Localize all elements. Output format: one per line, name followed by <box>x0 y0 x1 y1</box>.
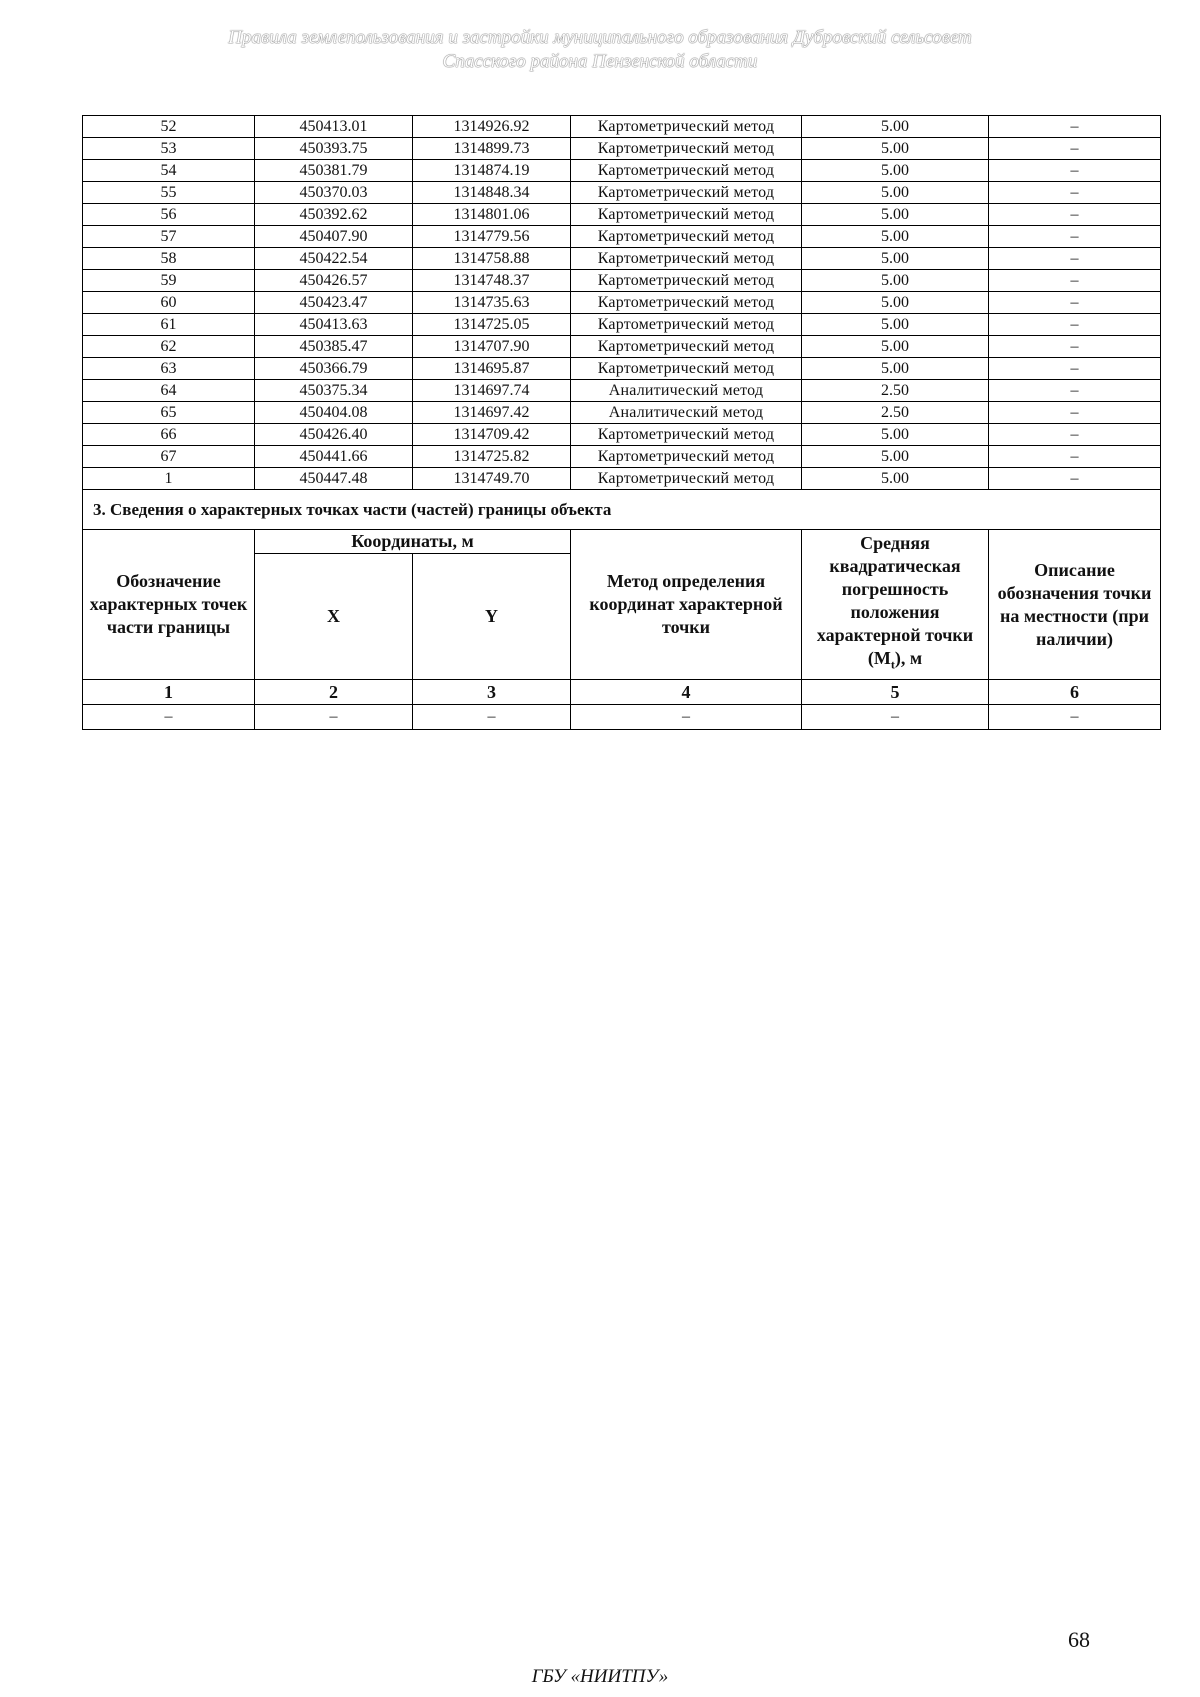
cell-description: – <box>989 160 1161 182</box>
cell-description: – <box>989 402 1161 424</box>
cell-point-number: 63 <box>83 358 255 380</box>
section-3-number-row <box>83 680 1161 705</box>
table-row <box>83 358 1161 380</box>
header-line-1: Правила землепользования и застройки муниципального образования Дубровский сельсовет <box>228 27 972 48</box>
cell-coord-x: 450413.63 <box>255 314 413 336</box>
col-number-2: 2 <box>255 680 413 705</box>
cell-error: 5.00 <box>802 204 989 226</box>
cell-error: 5.00 <box>802 424 989 446</box>
cell-method: Картометрический метод <box>571 204 802 226</box>
cell-coord-y: 1314735.63 <box>413 292 571 314</box>
cell-error: 5.00 <box>802 138 989 160</box>
cell-error: 5.00 <box>802 160 989 182</box>
table-row <box>83 270 1161 292</box>
cell-method: Аналитический метод <box>571 402 802 424</box>
cell-point-number: 67 <box>83 446 255 468</box>
cell-coord-x: 450366.79 <box>255 358 413 380</box>
cell-coord-x: 450441.66 <box>255 446 413 468</box>
cell-method: Картометрический метод <box>571 336 802 358</box>
table-row <box>83 468 1161 490</box>
cell-method: Картометрический метод <box>571 446 802 468</box>
table-row <box>83 424 1161 446</box>
section-3-title: 3. Сведения о характерных точках части (частей) границы объекта <box>83 490 1161 530</box>
cell-method: Картометрический метод <box>571 182 802 204</box>
cell-method: Картометрический метод <box>571 314 802 336</box>
cell-description: – <box>989 138 1161 160</box>
cell-coord-x: 450393.75 <box>255 138 413 160</box>
cell-coord-x: 450413.01 <box>255 116 413 138</box>
col-number-5: 5 <box>802 680 989 705</box>
cell-error: 2.50 <box>802 380 989 402</box>
cell-error: 5.00 <box>802 358 989 380</box>
header-x: X <box>255 554 413 680</box>
cell-point-number: 58 <box>83 248 255 270</box>
cell-coord-y: 1314697.74 <box>413 380 571 402</box>
cell-description: – <box>989 446 1161 468</box>
cell-point-number: 62 <box>83 336 255 358</box>
header-error-subscript: t <box>890 657 895 672</box>
cell-error: 5.00 <box>802 446 989 468</box>
coordinates-table-wrapper <box>82 115 1160 730</box>
cell-method: Картометрический метод <box>571 292 802 314</box>
cell-description: – <box>989 424 1161 446</box>
cell-coord-y: 1314707.90 <box>413 336 571 358</box>
cell-point-number: 59 <box>83 270 255 292</box>
cell-point-number: 55 <box>83 182 255 204</box>
cell-point-number: 61 <box>83 314 255 336</box>
cell-error: 5.00 <box>802 226 989 248</box>
cell-error: 5.00 <box>802 248 989 270</box>
cell-method: Картометрический метод <box>571 138 802 160</box>
cell-error: 5.00 <box>802 468 989 490</box>
table-row <box>83 138 1161 160</box>
cell-method: Картометрический метод <box>571 116 802 138</box>
table-row <box>83 446 1161 468</box>
cell-coord-y: 1314801.06 <box>413 204 571 226</box>
cell-coord-y: 1314779.56 <box>413 226 571 248</box>
cell-point-number: 56 <box>83 204 255 226</box>
table-row <box>83 204 1161 226</box>
coordinates-table <box>82 115 1161 730</box>
cell-method: Картометрический метод <box>571 248 802 270</box>
cell-description: – <box>989 468 1161 490</box>
header-description: Описание обозначения точки на местности (при наличии) <box>989 530 1161 680</box>
header-line-2: Спасского района Пензенской области <box>442 51 758 72</box>
cell-coord-x: 450392.62 <box>255 204 413 226</box>
page-footer: ГБУ «НИИТПУ» <box>531 1666 669 1687</box>
table-row <box>83 314 1161 336</box>
cell-description: – <box>989 358 1161 380</box>
table-row <box>83 292 1161 314</box>
cell-description: – <box>989 314 1161 336</box>
cell-error: 5.00 <box>802 182 989 204</box>
cell-point-number: 57 <box>83 226 255 248</box>
table-row <box>83 226 1161 248</box>
cell-method: Картометрический метод <box>571 226 802 248</box>
empty-cell-4: – <box>571 705 802 730</box>
section-3-empty-row <box>83 705 1161 730</box>
cell-coord-y: 1314695.87 <box>413 358 571 380</box>
cell-coord-y: 1314749.70 <box>413 468 571 490</box>
cell-error: 2.50 <box>802 402 989 424</box>
cell-description: – <box>989 248 1161 270</box>
header-y: Y <box>413 554 571 680</box>
cell-description: – <box>989 270 1161 292</box>
cell-error: 5.00 <box>802 314 989 336</box>
cell-coord-x: 450407.90 <box>255 226 413 248</box>
section-3-row <box>83 490 1161 530</box>
header-designation: Обозначение характерных точек части границы <box>83 530 255 680</box>
cell-coord-y: 1314848.34 <box>413 182 571 204</box>
table-row <box>83 336 1161 358</box>
cell-method: Аналитический метод <box>571 380 802 402</box>
cell-coord-x: 450426.40 <box>255 424 413 446</box>
cell-coord-y: 1314899.73 <box>413 138 571 160</box>
cell-point-number: 66 <box>83 424 255 446</box>
header-error-text: Средняя квадратическая погрешность положения характерной точки (M <box>816 533 974 669</box>
cell-error: 5.00 <box>802 270 989 292</box>
cell-description: – <box>989 204 1161 226</box>
header-coordinates: Координаты, м <box>255 530 571 554</box>
cell-method: Картометрический метод <box>571 160 802 182</box>
cell-method: Картометрический метод <box>571 424 802 446</box>
cell-coord-x: 450385.47 <box>255 336 413 358</box>
col-number-3: 3 <box>413 680 571 705</box>
table-row <box>83 402 1161 424</box>
col-number-6: 6 <box>989 680 1161 705</box>
page-header <box>0 26 1200 74</box>
cell-coord-x: 450447.48 <box>255 468 413 490</box>
table-body-section-3 <box>83 490 1161 730</box>
cell-description: – <box>989 292 1161 314</box>
cell-coord-y: 1314748.37 <box>413 270 571 292</box>
cell-coord-y: 1314709.42 <box>413 424 571 446</box>
table-row <box>83 182 1161 204</box>
cell-point-number: 60 <box>83 292 255 314</box>
cell-coord-y: 1314697.42 <box>413 402 571 424</box>
table-row <box>83 248 1161 270</box>
header-error-unit: ), м <box>894 648 923 669</box>
empty-cell-5: – <box>802 705 989 730</box>
cell-description: – <box>989 336 1161 358</box>
cell-point-number: 53 <box>83 138 255 160</box>
table-body-points <box>83 116 1161 490</box>
header-method: Метод определения координат характерной точки <box>571 530 802 680</box>
table-row <box>83 116 1161 138</box>
table-row <box>83 380 1161 402</box>
cell-error: 5.00 <box>802 116 989 138</box>
cell-description: – <box>989 116 1161 138</box>
cell-coord-y: 1314874.19 <box>413 160 571 182</box>
cell-method: Картометрический метод <box>571 468 802 490</box>
cell-point-number: 54 <box>83 160 255 182</box>
cell-coord-x: 450370.03 <box>255 182 413 204</box>
empty-cell-1: – <box>83 705 255 730</box>
cell-method: Картометрический метод <box>571 358 802 380</box>
cell-method: Картометрический метод <box>571 270 802 292</box>
header-error <box>802 530 989 680</box>
cell-point-number: 64 <box>83 380 255 402</box>
section-3-header-row-1 <box>83 530 1161 554</box>
cell-coord-x: 450381.79 <box>255 160 413 182</box>
cell-coord-y: 1314725.82 <box>413 446 571 468</box>
cell-coord-x: 450426.57 <box>255 270 413 292</box>
col-number-1: 1 <box>83 680 255 705</box>
cell-point-number: 52 <box>83 116 255 138</box>
table-row <box>83 160 1161 182</box>
empty-cell-6: – <box>989 705 1161 730</box>
cell-description: – <box>989 182 1161 204</box>
cell-point-number: 65 <box>83 402 255 424</box>
page-number: 68 <box>1068 1627 1090 1652</box>
cell-coord-y: 1314926.92 <box>413 116 571 138</box>
empty-cell-3: – <box>413 705 571 730</box>
cell-coord-x: 450423.47 <box>255 292 413 314</box>
empty-cell-2: – <box>255 705 413 730</box>
cell-coord-x: 450375.34 <box>255 380 413 402</box>
cell-point-number: 1 <box>83 468 255 490</box>
cell-coord-x: 450422.54 <box>255 248 413 270</box>
cell-error: 5.00 <box>802 336 989 358</box>
cell-description: – <box>989 380 1161 402</box>
cell-error: 5.00 <box>802 292 989 314</box>
cell-description: – <box>989 226 1161 248</box>
cell-coord-y: 1314725.05 <box>413 314 571 336</box>
cell-coord-x: 450404.08 <box>255 402 413 424</box>
cell-coord-y: 1314758.88 <box>413 248 571 270</box>
col-number-4: 4 <box>571 680 802 705</box>
